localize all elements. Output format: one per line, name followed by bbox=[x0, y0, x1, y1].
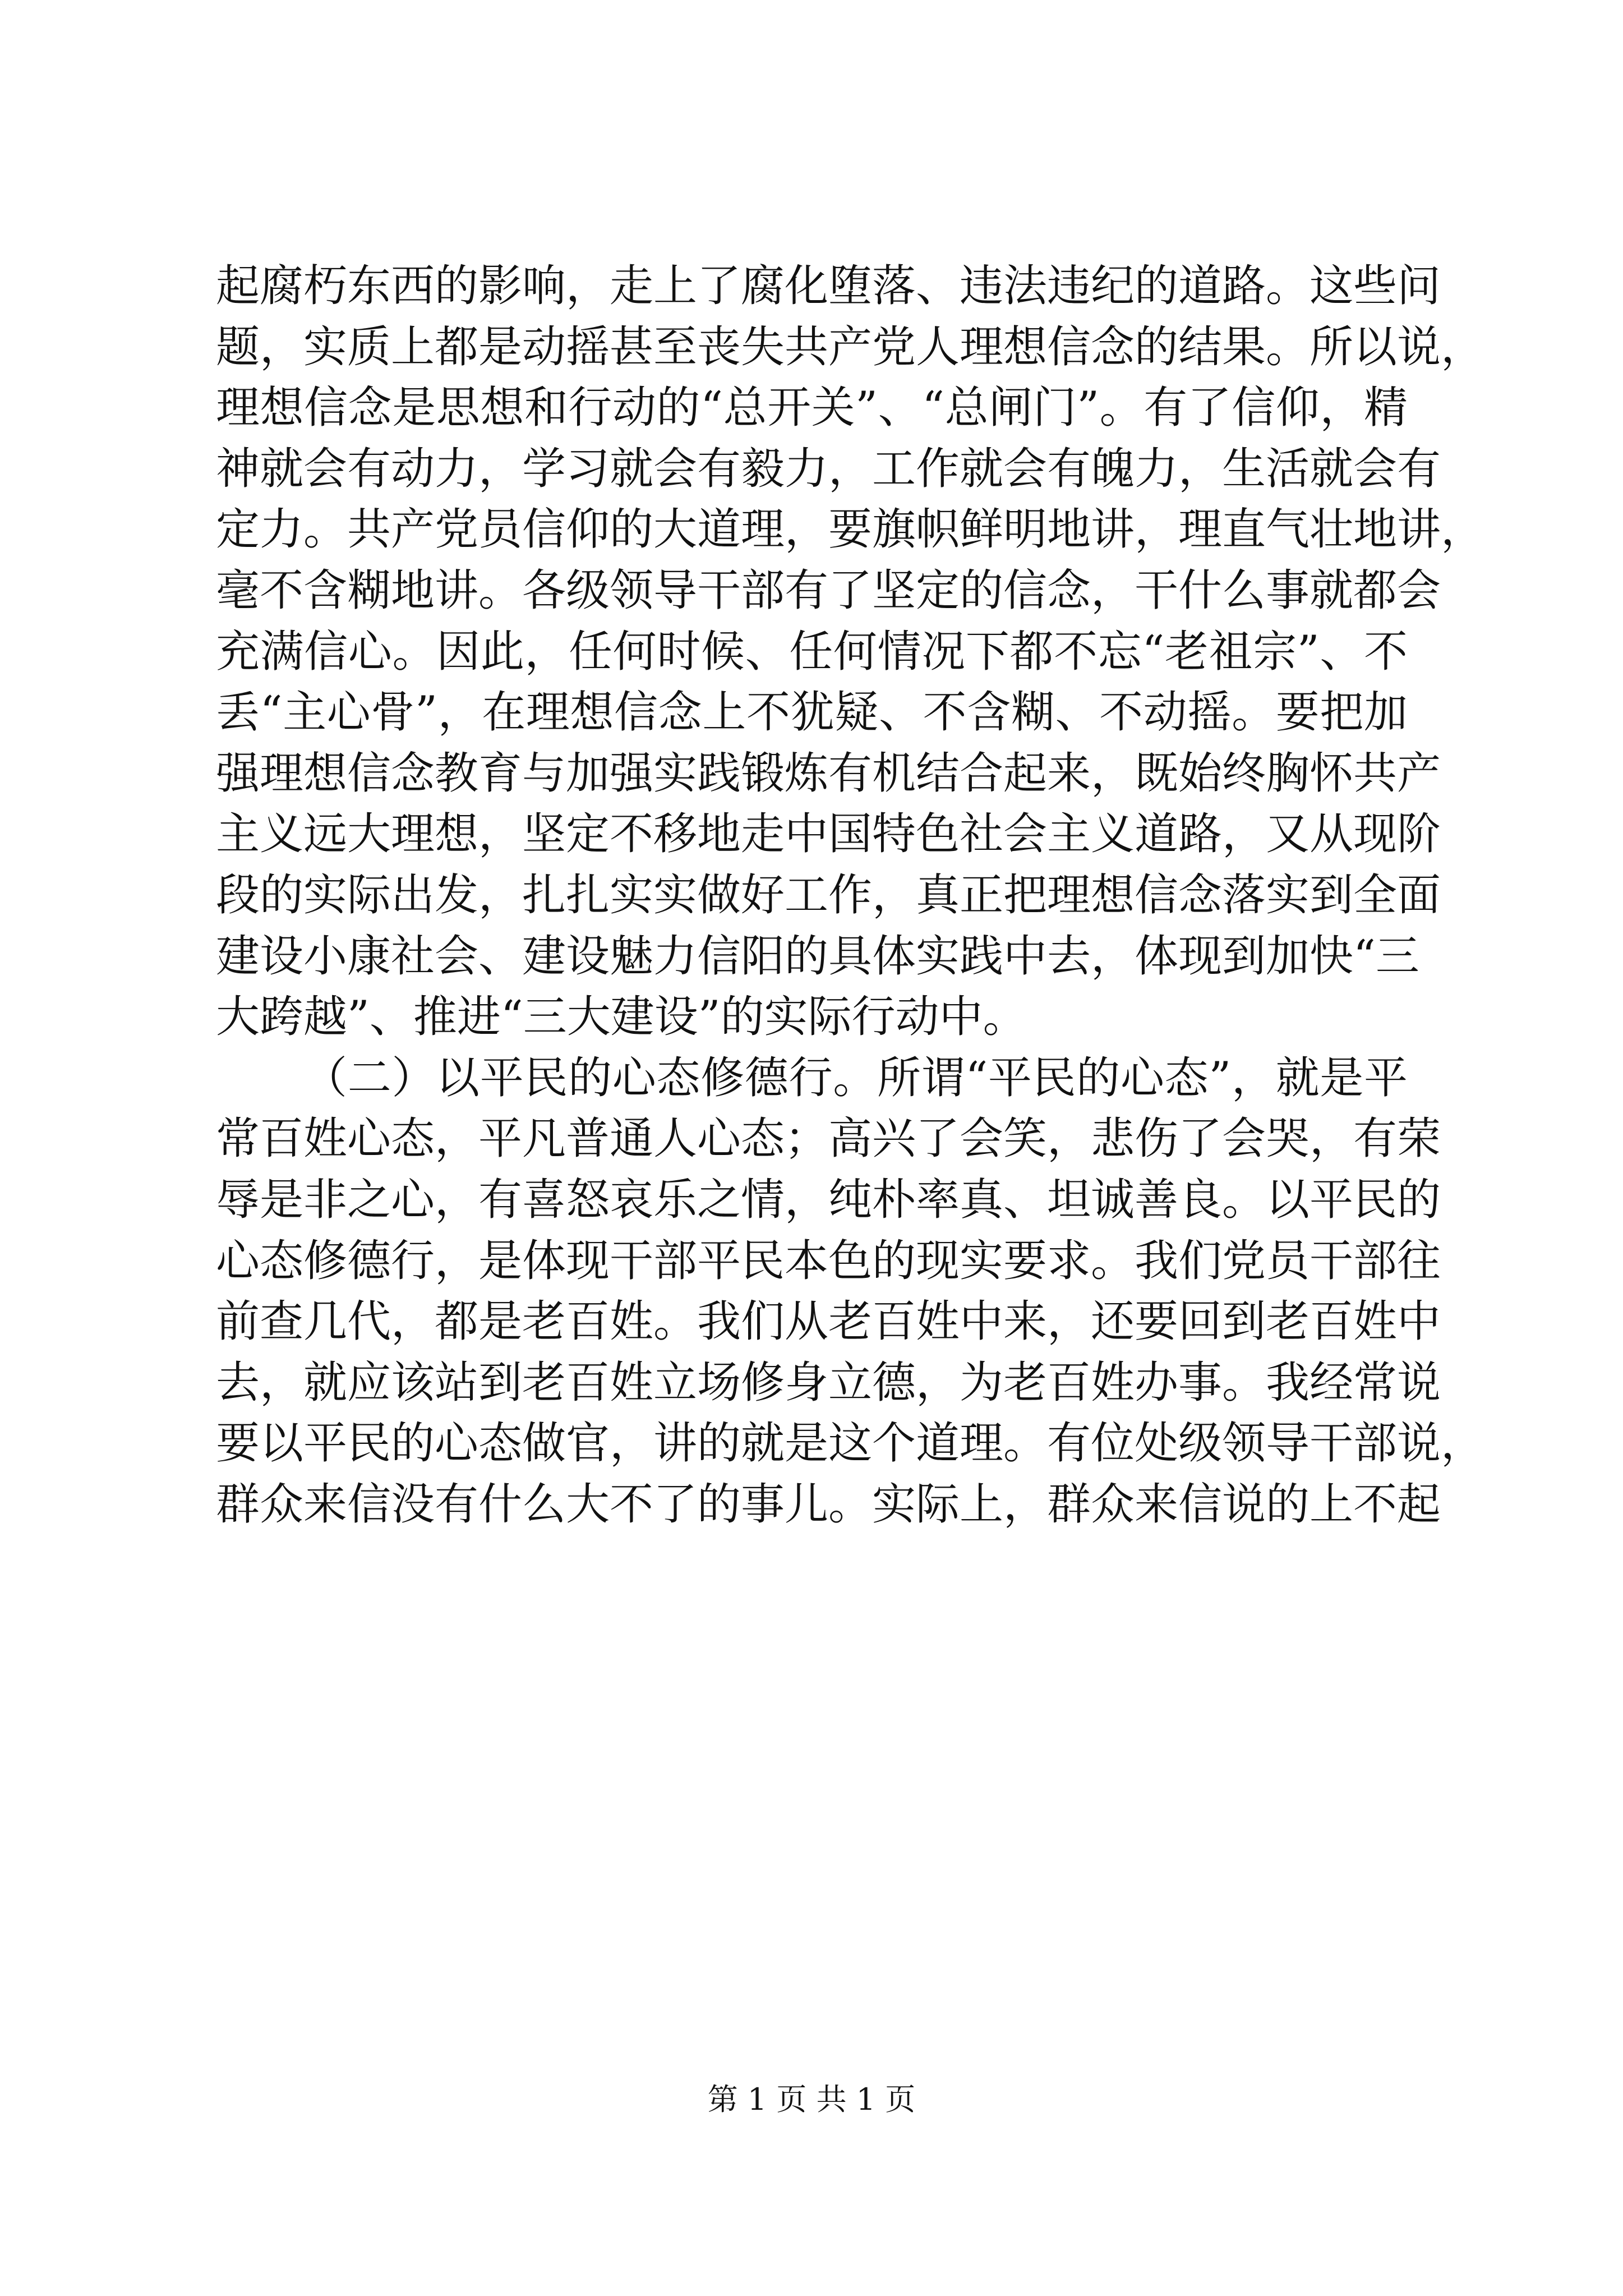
text-line: 主义远大理想，坚定不移地走中国特色社会主义道路，又从现阶 bbox=[216, 809, 1441, 860]
text-line: 大跨越”、推进“三大建设”的实际行动中。 bbox=[216, 992, 1027, 1043]
section-heading-line: （二）以平民的心态修德行。所谓“平民的心态”，就是平 bbox=[303, 1052, 1408, 1103]
text-line: 建设小康社会、建设魅力信阳的具体实践中去，体现到加快“三 bbox=[216, 931, 1419, 982]
paragraph-2 bbox=[216, 1048, 1485, 1535]
text-line: 丢“主心骨”，在理想信念上不犹疑、不含糊、不动摇。要把加 bbox=[216, 687, 1408, 738]
text-line: 定力。共产党员信仰的大道理，要旗帜鲜明地讲，理直气壮地讲， bbox=[216, 504, 1485, 555]
text-line: 毫不含糊地讲。各级领导干部有了坚定的信念，干什么事就都会 bbox=[216, 565, 1441, 616]
text-line: 神就会有动力，学习就会有毅力，工作就会有魄力，生活就会有 bbox=[216, 443, 1441, 494]
text-line: 段的实际出发，扎扎实实做好工作，真正把理想信念落实到全面 bbox=[216, 869, 1441, 921]
text-line: 起腐朽东西的影响，走上了腐化堕落、违法违纪的道路。这些问 bbox=[216, 261, 1441, 311]
text-line: 去，就应该站到老百姓立场修身立德，为老百姓办事。我经常说 bbox=[216, 1357, 1441, 1408]
page-footer bbox=[0, 2080, 1623, 2119]
text-line: 理想信念是思想和行动的“总开关”、“总闸门”。有了信仰，精 bbox=[216, 383, 1408, 434]
text-line: 前查几代，都是老百姓。我们从老百姓中来，还要回到老百姓中 bbox=[216, 1296, 1441, 1347]
text-line: 常百姓心态，平凡普通人心态；高兴了会笑，悲伤了会哭，有荣 bbox=[216, 1114, 1441, 1165]
text-line: 心态修德行，是体现干部平民本色的现实要求。我们党员干部往 bbox=[216, 1235, 1441, 1286]
text-line: 要以平民的心态做官，讲的就是这个道理。有位处级领导干部说， bbox=[216, 1418, 1485, 1469]
page-number-label: 第 1 页 共 1 页 bbox=[707, 2082, 916, 2117]
document-body bbox=[216, 256, 1485, 1535]
text-line: 强理想信念教育与加强实践锻炼有机结合起来，既始终胸怀共产 bbox=[216, 748, 1441, 799]
text-line: 群众来信没有什么大不了的事儿。实际上，群众来信说的上不起 bbox=[216, 1479, 1441, 1530]
text-line: 题，实质上都是动摇甚至丧失共产党人理想信念的结果。所以说， bbox=[216, 321, 1485, 372]
text-line: 辱是非之心，有喜怒哀乐之情，纯朴率真、坦诚善良。以平民的 bbox=[216, 1174, 1441, 1225]
text-line: 充满信心。因此，任何时候、任何情况下都不忘“老祖宗”、不 bbox=[216, 626, 1408, 677]
paragraph-1 bbox=[216, 256, 1485, 1048]
